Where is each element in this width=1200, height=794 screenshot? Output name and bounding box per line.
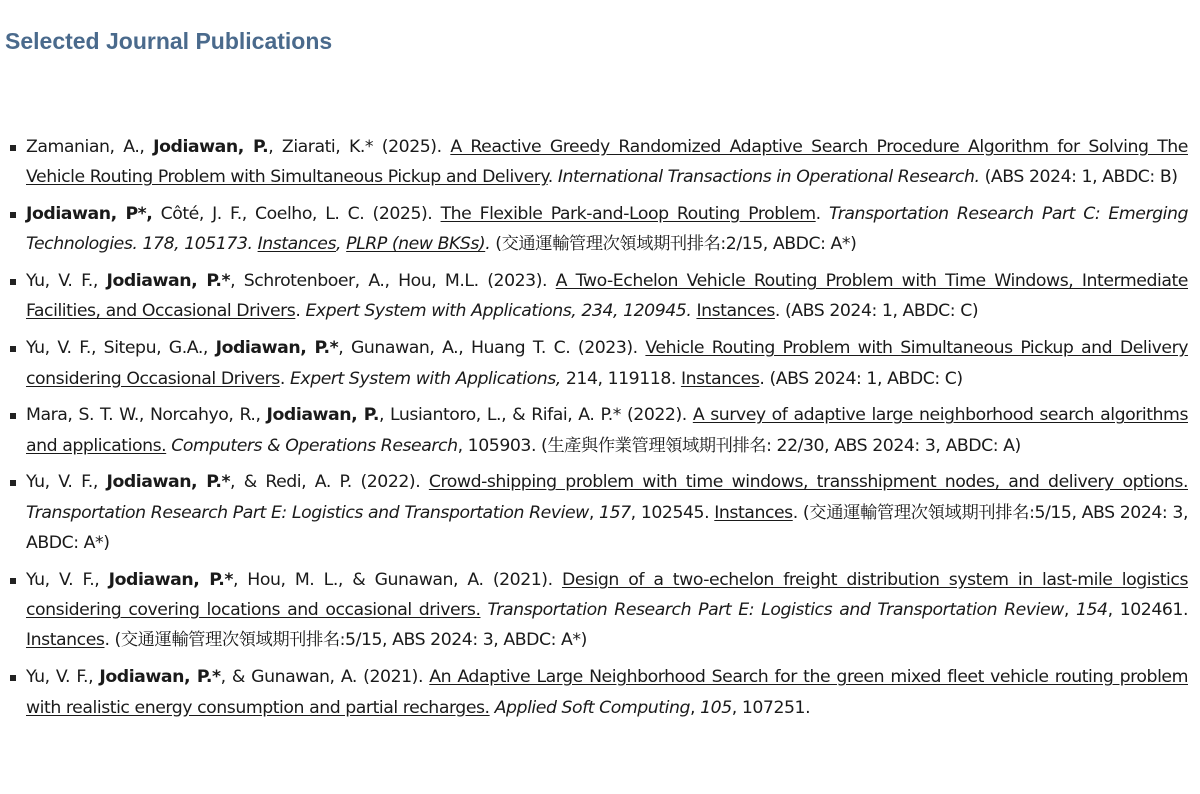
punct — [481, 600, 488, 620]
author-highlight: Jodiawan, P.* — [106, 472, 231, 493]
journal-name: Transportation Research Part E: Logistics and Transportation Review — [487, 600, 1064, 621]
author-highlight: Jodiawan, P.* — [99, 667, 221, 688]
journal-name: Expert System with Applications, 234, 120945. — [305, 301, 692, 322]
authors-before: Mara, S. T. W., Norcahyo, R., — [26, 405, 267, 426]
volume: 154 — [1075, 600, 1108, 621]
volume-pages: 214, 119118. — [560, 368, 681, 389]
author-highlight: Jodiawan, P.* — [106, 271, 231, 292]
publication-item — [26, 333, 1188, 394]
paper-title-link[interactable]: A survey of adaptive large neighborhood search algorithms and applications. — [26, 405, 1188, 456]
publication-item — [26, 199, 1188, 260]
pages: , 102461. — [1107, 600, 1189, 621]
paper-title-link[interactable]: An Adaptive Large Neighborhood Search for the green mixed fleet vehicle routing problem with realistic energy consumption and partial recharges. — [26, 667, 1188, 718]
ranking-info: . (交通運輸管理次領域期刊排名:5/15, ABS 2024: 3, ABDC: A*) — [26, 502, 1188, 554]
authors-after: Côté, J. F., Coelho, L. C. (2025). — [152, 204, 441, 225]
publication-item — [26, 467, 1188, 558]
paper-title-link[interactable]: A Reactive Greedy Randomized Adaptive Search Procedure Algorithm for Solving The Vehicle Routing Problem with Simultaneous Pickup and Delivery — [26, 137, 1188, 188]
authors-after: , Schrotenboer, A., Hou, M.L. (2023). — [230, 271, 556, 292]
instances-link[interactable]: Instances — [696, 301, 775, 322]
paper-title-link[interactable]: Crowd-shipping problem with time windows, transshipment nodes, and delivery options. — [428, 472, 1188, 493]
instances-link[interactable]: Instances — [257, 234, 337, 255]
paper-title-link[interactable]: Vehicle Routing Problem with Simultaneous Pickup and Delivery considering Occasional Drivers — [26, 338, 1189, 389]
page-title: Selected Journal Publications — [5, 28, 333, 54]
publication-item — [26, 400, 1188, 461]
publication-item — [26, 266, 1188, 327]
punct: . — [279, 368, 290, 389]
author-highlight: Jodiawan, P*, — [26, 204, 153, 225]
instances-link[interactable]: Instances — [26, 630, 105, 651]
instances-link[interactable]: Instances — [714, 502, 793, 523]
instances-link[interactable]: Instances — [680, 368, 760, 389]
plrp-bks-link[interactable]: PLRP (new BKSs) — [346, 234, 486, 255]
pages: , 107251. — [731, 697, 811, 718]
ranking-info: . (交通運輸管理次領域期刊排名:5/15, ABS 2024: 3, ABDC: A*) — [104, 630, 587, 651]
authors-after: , Hou, M. L., & Gunawan, A. (2021). — [232, 569, 562, 590]
author-highlight: Jodiawan, P.* — [108, 569, 233, 590]
paper-title-link[interactable]: The Flexible Park-and-Loop Routing Problem — [440, 204, 816, 225]
authors-after: , Ziarati, K.* (2025). — [268, 137, 451, 157]
journal-name: Transportation Research Part E: Logistics and Transportation Review — [26, 502, 589, 523]
authors-before: Yu, V. F., — [26, 472, 107, 493]
authors-after: , Lusiantoro, L., & Rifai, A. P.* (2022). — [378, 405, 693, 426]
punct: , — [690, 697, 701, 718]
authors-before: Yu, V. F., — [26, 667, 100, 688]
journal-name: Computers & Operations Research — [171, 435, 458, 456]
paper-title-link[interactable]: A Two-Echelon Vehicle Routing Problem with Time Windows, Intermediate Facilities, and Occasional Drivers — [26, 271, 1188, 322]
punct: . — [547, 167, 558, 188]
authors-before: Yu, V. F., — [26, 271, 107, 292]
punct: , — [588, 502, 600, 523]
authors-before: Yu, V. F., — [26, 569, 109, 590]
authors-after: , Gunawan, A., Huang T. C. (2023). — [338, 338, 646, 359]
journal-name: Expert System with Applications, — [289, 368, 561, 389]
punct: . — [815, 204, 829, 225]
author-highlight: Jodiawan, P. — [266, 405, 379, 426]
volume: 105 — [700, 697, 732, 718]
punct: . — [295, 301, 306, 322]
separator: , — [336, 234, 347, 255]
author-highlight: Jodiawan, P.* — [215, 338, 339, 359]
pages: , 102545. — [630, 502, 715, 523]
ranking-info: , 105903. (生產與作業管理領域期刊排名: 22/30, ABS 2024: 3, ABDC: A) — [457, 435, 1021, 456]
ranking-info: . (ABS 2024: 1, ABDC: C) — [759, 368, 963, 389]
authors-before: Yu, V. F., Sitepu, G.A., — [26, 338, 216, 359]
publication-list — [26, 132, 1188, 729]
punct: . — [485, 234, 491, 255]
publication-item — [26, 662, 1188, 723]
publication-item — [26, 565, 1188, 656]
paper-title-link[interactable]: Design of a two-echelon freight distribution system in last-mile logistics considering covering locations and occasional drivers. — [26, 569, 1188, 621]
journal-name: Transportation Research Part C: Emerging Technologies. 178, 105173. — [26, 204, 1188, 255]
authors-before: Zamanian, A., — [26, 137, 154, 157]
author-highlight: Jodiawan, P. — [153, 137, 269, 157]
punct: , — [1063, 600, 1076, 621]
ranking-info: . (ABS 2024: 1, ABDC: C) — [774, 301, 979, 322]
volume: 157 — [599, 502, 631, 523]
publication-item — [26, 132, 1188, 193]
journal-name: International Transactions in Operational Research. — [557, 167, 980, 188]
ranking-info: (交通運輸管理次領域期刊排名:2/15, ABDC: A*) — [490, 234, 857, 255]
ranking-info: (ABS 2024: 1, ABDC: B) — [979, 167, 1178, 188]
authors-after: , & Redi, A. P. (2022). — [230, 472, 429, 493]
journal-name: Applied Soft Computing — [494, 697, 691, 718]
authors-after: , & Gunawan, A. (2021). — [220, 667, 430, 688]
